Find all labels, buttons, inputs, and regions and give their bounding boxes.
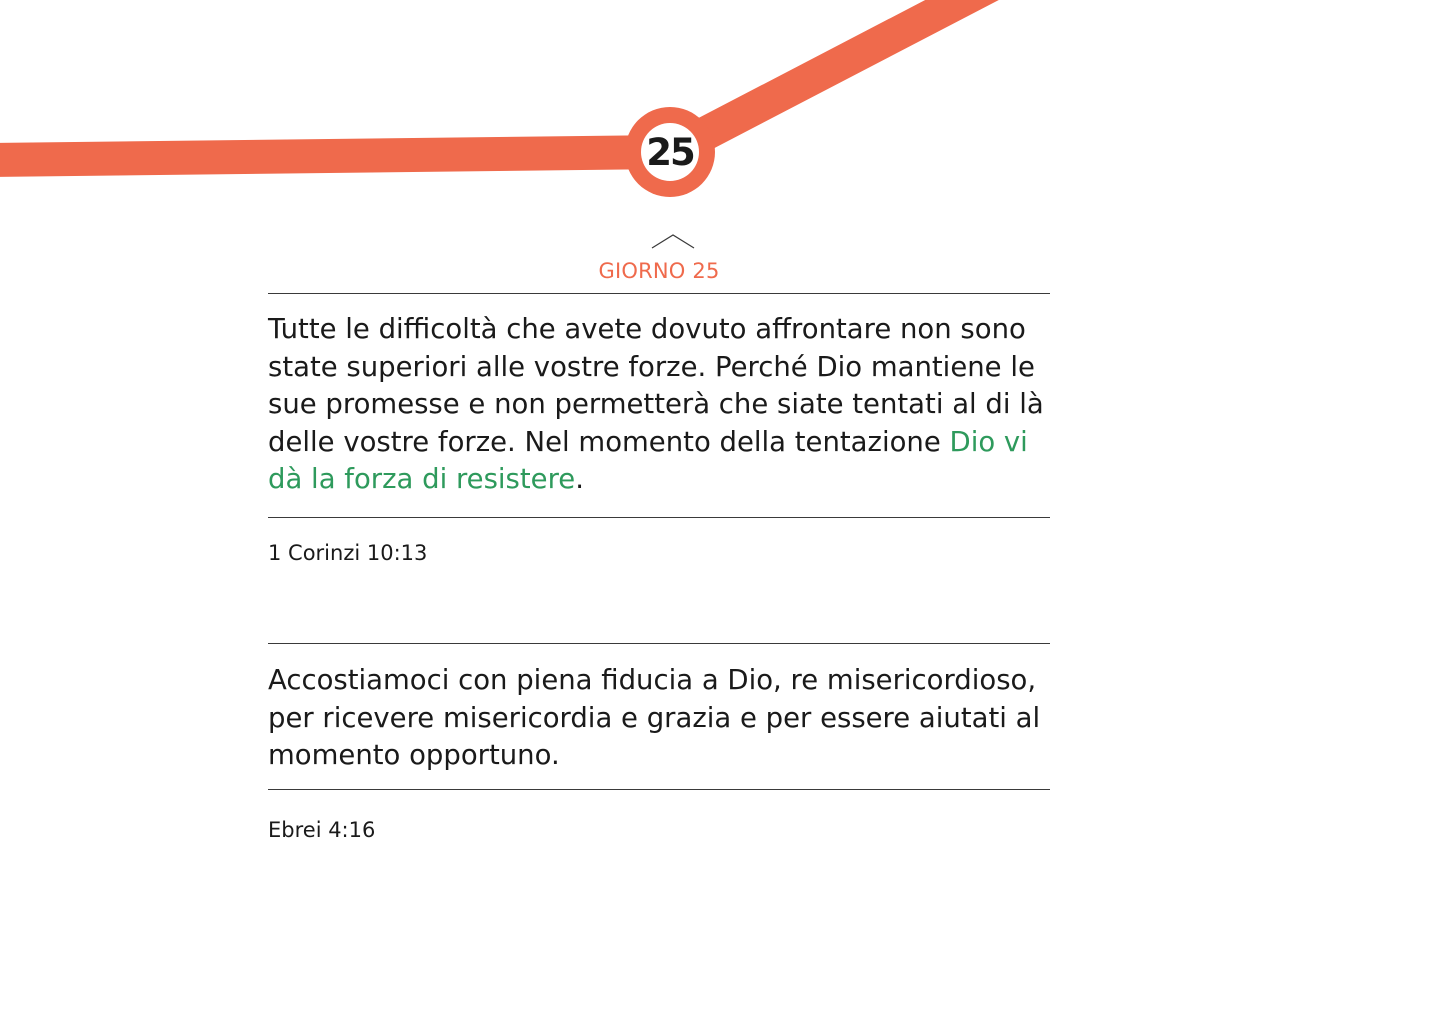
divider [268,789,1050,790]
verse-reference: 1 Corinzi 10:13 [268,541,428,565]
divider [268,517,1050,518]
day-number: 25 [646,131,694,174]
route-line [0,0,1010,160]
divider [268,643,1050,644]
verse-text-part: Tutte le difficoltà che avete dovuto affrontare non sono state superiori alle vostre forze. Perché Dio mantiene le sue promesse e non permetterà che siate tentati al di là delle vostre forze. Nel momento della tentazione [268,313,1044,458]
verse-text: Accostiamoci con piena fiducia a Dio, re misericordioso, per ricevere misericordia e grazia e per essere aiutati al momento opportuno. [268,664,1041,771]
verse-highlight: Dio vi dà la forza di resistere [268,425,1028,495]
chevron-up-icon [650,232,696,250]
verse-reference: Ebrei 4:16 [268,818,376,842]
verse-text [268,311,1058,499]
divider [268,293,1050,294]
day-label: GIORNO 25 [598,259,720,283]
verse-text-end: . [575,463,584,495]
route-line-graphic [0,0,1445,210]
